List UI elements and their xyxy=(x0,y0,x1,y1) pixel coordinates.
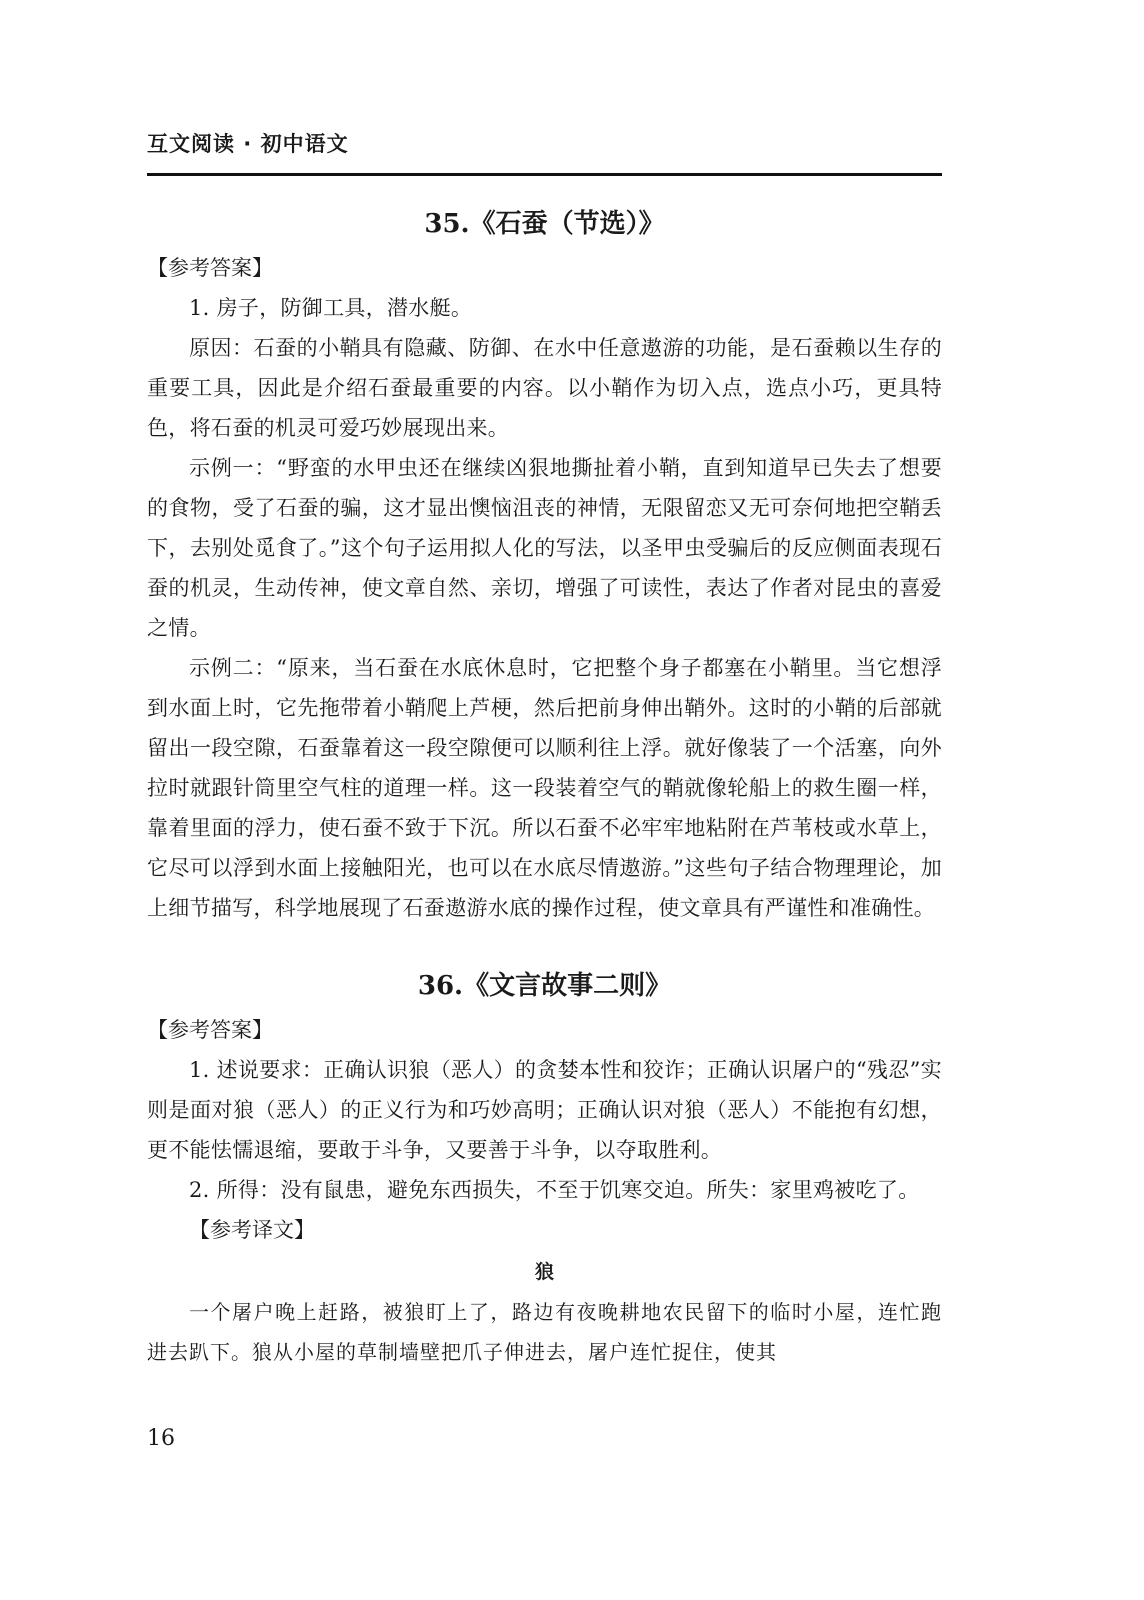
translation-title: 狼 xyxy=(534,1261,554,1283)
section-36-answer-label: 【参考答案】 xyxy=(147,1018,273,1042)
section-36-answer-2: 2. 所得：没有鼠患，避免东西损失，不至于饥寒交迫。所失：家里鸡被吃了。 xyxy=(189,1178,920,1202)
header-rule xyxy=(147,173,942,176)
page-body xyxy=(147,196,942,1372)
running-head: 互文阅读 · 初中语文 xyxy=(147,132,349,156)
section-35-example-2: 示例二：“原来，当石蚕在水底休息时，它把整个身子都塞在小鞘里。当它想浮到水面上时，它先拖带着小鞘爬上芦梗，然后把前身伸出鞘外。这时的小鞘的后部就留出一段空隙，石蚕靠着这一段空隙便可以顺利往上浮。就好像装了一个活塞，向外拉时就跟针筒里空气柱的道理一样。这一段装着空气的鞘就像轮船上的救生圈一样，靠着里面的浮力，使石蚕不致于下沉。所以石蚕不必牢牢地粘附在芦苇枝或水草上，它尽可以浮到水面上接触阳光，也可以在水底尽情遨游。”这些句子结合物理理论，加上细节描写，科学地展现了石蚕遨游水底的操作过程，使文章具有严谨性和准确性。 xyxy=(147,656,942,920)
section-35-title: 35.《石蚕（节选）》 xyxy=(424,209,665,239)
section-36-translation-label: 【参考译文】 xyxy=(189,1218,315,1242)
section-35-answer-1: 1. 房子，防御工具，潜水艇。 xyxy=(189,296,473,320)
section-35-example-1: 示例一：“野蛮的水甲虫还在继续凶狠地撕扯着小鞘，直到知道早已失去了想要的食物，受了石蚕的骗，这才显出懊恼沮丧的神情，无限留恋又无可奈何地把空鞘丢下，去别处觅食了。”这个句子运用拟人化的写法，以圣甲虫受骗后的反应侧面表现石蚕的机灵，生动传神，使文章自然、亲切，增强了可读性，表达了作者对昆虫的喜爱之情。 xyxy=(147,456,942,640)
section-35-answer-label: 【参考答案】 xyxy=(147,256,273,280)
section-36-answer-1: 1. 述说要求：正确认识狼（恶人）的贪婪本性和狡诈；正确认识屠户的“残忍”实则是面对狼（恶人）的正义行为和巧妙高明；正确认识对狼（恶人）不能抱有幻想，更不能怯懦退缩，要敢于斗争，又要善于斗争，以夺取胜利。 xyxy=(147,1058,942,1162)
section-36-title: 36.《文言故事二则》 xyxy=(417,971,672,1001)
section-35-reason: 原因：石蚕的小鞘具有隐藏、防御、在水中任意遨游的功能，是石蚕赖以生存的重要工具，因此是介绍石蚕最重要的内容。以小鞘作为切入点，选点小巧，更具特色，将石蚕的机灵可爱巧妙展现出来。 xyxy=(147,336,942,440)
page-number: 16 xyxy=(147,1426,175,1451)
translation-text: 一个屠户晚上赶路，被狼盯上了，路边有夜晚耕地农民留下的临时小屋，连忙跑进去趴下。狼从小屋的草制墙壁把爪子伸进去，屠户连忙捉住，使其 xyxy=(147,1300,942,1364)
